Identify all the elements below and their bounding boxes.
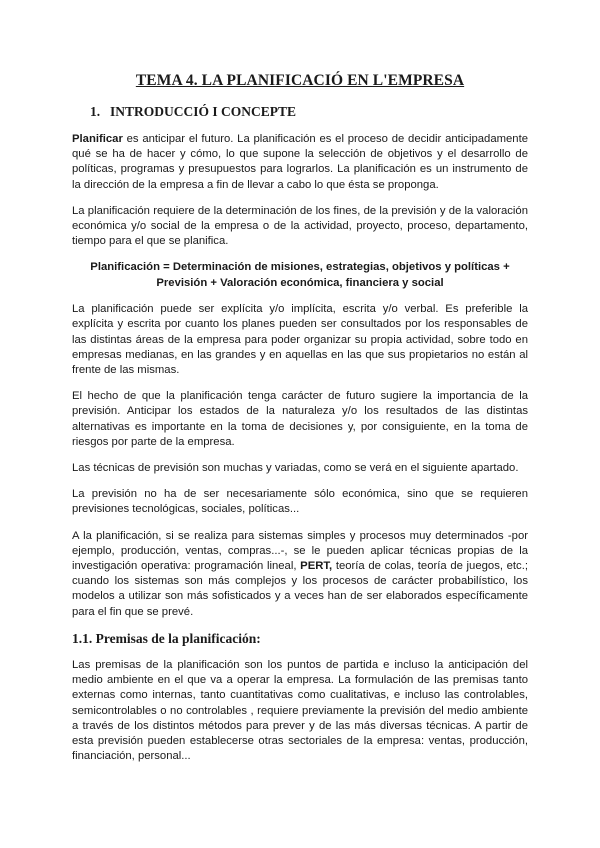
subsection-heading-1-1: 1.1. Premisas de la planificación: <box>72 630 261 646</box>
paragraph-operations-research <box>72 529 528 620</box>
section-title: INTRODUCCIÓ I CONCEPTE <box>110 104 297 119</box>
section-number: 1. <box>90 104 101 119</box>
paragraph-text: es anticipar el futuro. La planificación es el proceso de decidir anticipadamente qué se ha de hacer y cómo, lo que supone la selección de objetivos y el desarrollo de políticas, programas y presupuestos para lograrlos. La planificación es un instrumento de la dirección de la empresa a fin de llevar a cabo lo que ésta se proponga. <box>72 133 528 191</box>
paragraph-text-after: teoría de colas, teoría de juegos, etc.; cuando los sistemas son más complejos y los procesos de carácter probabilístico, los modelos a utilizar son más sofisticados y a veces han de ser elaborados específicamente para el fin que se prevé. <box>72 560 528 618</box>
section-heading-1 <box>90 104 528 120</box>
formula-line-2: Previsión + Valoración económica, financiera y social <box>156 276 444 289</box>
paragraph-forecast-types: La previsión no ha de ser necesariamente sólo económica, sino que se requieren previsiones tecnológicas, sociales, políticas... <box>72 488 528 516</box>
term-planificar: Planificar <box>72 133 123 145</box>
formula-line-1: Planificación = Determinación de misiones, estrategias, objetivos y políticas + <box>90 261 510 274</box>
paragraph-forecast-techniques: Las técnicas de previsión son muchas y variadas, como se verá en el siguiente apartado. <box>72 462 519 475</box>
paragraph-planificar-definition <box>72 132 528 193</box>
paragraph-explicit-implicit: La planificación puede ser explícita y/o implícita, escrita y/o verbal. Es preferible la explícita y escrita por cuanto los planes pueden ser consultados por los responsables de las distintas áreas de la empresa para poder organizar su propia actividad, sobre todo en empresas medianas, en las grandes y en aquellas en las que sus propietarios no están al frente de las mismas. <box>72 303 528 377</box>
paragraph-premises: Las premisas de la planificación son los puntos de partida e incluso la anticipación del medio ambiente en el que va a operar la empresa. La formulación de las premisas tanto externas como internas, tanto cuantitativas como cualitativas, e incluso las controlables, semicontrolables o no controlables , requiere previamente la previsión del medio ambiente a través de los distintos métodos para prever y de las más diversas técnicas. A partir de esta previsión pueden establecerse otras sectoriales de la empresa: ventas, producción, financiación, personal... <box>72 658 528 763</box>
document-title: TEMA 4. LA PLANIFICACIÓ EN L'EMPRESA <box>135 72 465 89</box>
planning-formula <box>72 260 528 291</box>
paragraph-forecast-importance: El hecho de que la planificación tenga carácter de futuro sugiere la importancia de la previsión. Anticipar los estados de la naturaleza y/o los resultados de las distintas alternativas es importante en la toma de decisiones y, por consiguiente, en la toma de riesgos por parte de la empresa. <box>72 390 528 448</box>
paragraph-text-before: A la planificación, si se realiza para sistemas simples y procesos muy determinados -por ejemplo, producción, ventas, compras...-, se le pueden aplicar técnicas propias de la investigación operativa: programación lineal, <box>72 529 528 573</box>
paragraph-requirements: La planificación requiere de la determinación de los fines, de la previsión y de la valoración económica y/o social de la empresa o de la actividad, proyecto, proceso, departamento, tiempo para el que se planifica. <box>72 204 528 248</box>
term-pert: PERT, <box>300 560 333 573</box>
